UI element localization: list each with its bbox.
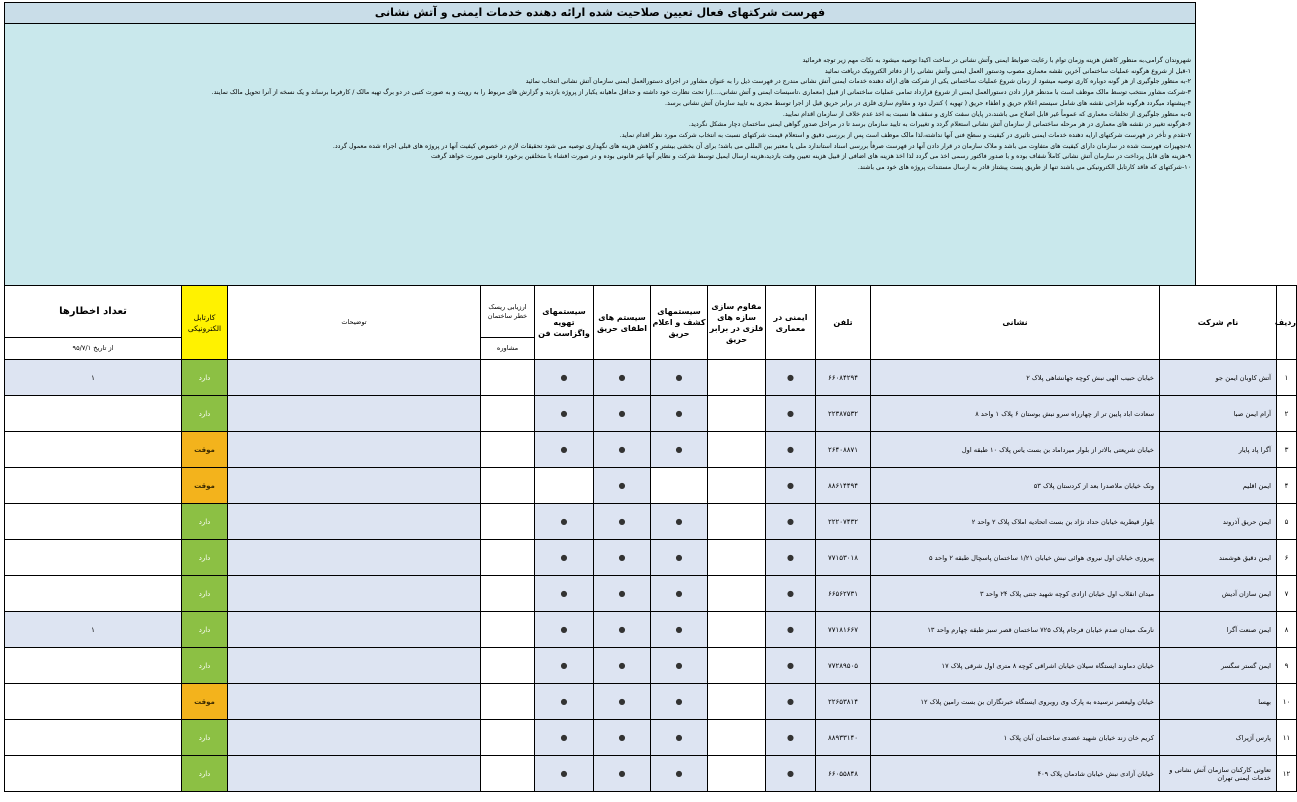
row-number: ۱ bbox=[1277, 360, 1297, 396]
service-steel-fireproof-cell bbox=[708, 396, 766, 432]
company-address: خیابان دماوند ایستگاه سیلان خیابان اشراقی کوچه ۸ متری اول شرقی پلاک ۱۷ bbox=[871, 648, 1160, 684]
header-suppression: سیستم های اطفای حریق bbox=[594, 286, 651, 360]
service-ventilation-cell bbox=[535, 468, 594, 504]
company-name: ایمن دقیق هوشمند bbox=[1160, 540, 1277, 576]
cartable-status: دارد bbox=[182, 396, 228, 432]
company-address: میدان انقلاب اول خیابان ازادی کوچه شهید جنتی پلاک ۲۴ واحد ۳ bbox=[871, 576, 1160, 612]
row-number: ۹ bbox=[1277, 648, 1297, 684]
warnings-count bbox=[5, 504, 182, 540]
service-detection-cell: ● bbox=[651, 504, 708, 540]
row-number: ۲ bbox=[1277, 396, 1297, 432]
service-detection-cell: ● bbox=[651, 720, 708, 756]
service-suppression-cell: ● bbox=[594, 684, 651, 720]
row-number: ۵ bbox=[1277, 504, 1297, 540]
row-number: ۱۲ bbox=[1277, 756, 1297, 792]
service-ventilation-cell: ● bbox=[535, 396, 594, 432]
service-ventilation-cell: ● bbox=[535, 432, 594, 468]
service-risk-eval-cell bbox=[481, 756, 535, 792]
company-address: خیابان ولیعصر نرسیده به پارک وی روبروی ایستگاه خبرنگاران بن بست رامین پلاک ۱۲ bbox=[871, 684, 1160, 720]
service-safety-arch-cell: ● bbox=[766, 468, 816, 504]
service-detection-cell: ● bbox=[651, 684, 708, 720]
note-4: ۴-پیشنهاد میگردد هرگونه طراحی نقشه های شامل سیستم اعلام حریق و اطفاء حریق ( تهویه ) کنترل دود و مقاوم سازی فلزی در برابر حریق قبل از اجرا توسط مجری به تایید سازمان آتش نشانی برسد. bbox=[665, 99, 1191, 107]
service-safety-arch-cell: ● bbox=[766, 432, 816, 468]
row-number: ۱۱ bbox=[1277, 720, 1297, 756]
service-steel-fireproof-cell bbox=[708, 648, 766, 684]
row-number: ۷ bbox=[1277, 576, 1297, 612]
row-number: ۸ bbox=[1277, 612, 1297, 648]
service-risk-eval-cell bbox=[481, 648, 535, 684]
service-ventilation-cell: ● bbox=[535, 684, 594, 720]
cartable-status: دارد bbox=[182, 612, 228, 648]
note-10: ۱۰-شرکتهای که فاقد کارتابل الکترونیکی می باشند تنها از طریق پست پیشتاز قادر به ارسال مستندات پروژه های خود می باشند. bbox=[857, 164, 1191, 172]
companies-table bbox=[4, 285, 1297, 792]
company-phone: ۲۲۶۵۳۸۱۴ bbox=[816, 684, 871, 720]
header-phone: تلفن bbox=[816, 286, 871, 360]
company-name: آرام ایمن صبا bbox=[1160, 396, 1277, 432]
service-safety-arch-cell: ● bbox=[766, 396, 816, 432]
company-address: بلوار قیطریه خیابان حداد نژاد بن بست اتحادیه املاک پلاک ۲ واحد ۲ bbox=[871, 504, 1160, 540]
company-name: آگرا پاد پایار bbox=[1160, 432, 1277, 468]
description-cell bbox=[228, 504, 481, 540]
header-idx: ردیف bbox=[1277, 286, 1297, 360]
table-row bbox=[5, 684, 1297, 720]
warnings-count bbox=[5, 576, 182, 612]
note-1: ۱-قبل از شروع هرگونه عملیات ساختمانی آخرین نقشه معماری مصوب ودستور العمل ایمنی وآتش نشانی را از دفاتر الکترونیک دریافت نمائید bbox=[824, 67, 1191, 75]
cartable-status: دارد bbox=[182, 648, 228, 684]
table-row bbox=[5, 504, 1297, 540]
company-name: ایمن اقلیم bbox=[1160, 468, 1277, 504]
header-desc: توضیحات bbox=[228, 286, 481, 360]
service-detection-cell: ● bbox=[651, 540, 708, 576]
company-name: ایمن صنعت آگرا bbox=[1160, 612, 1277, 648]
service-ventilation-cell: ● bbox=[535, 576, 594, 612]
table-body bbox=[5, 360, 1297, 792]
company-phone: ۸۸۹۳۳۱۴۰ bbox=[816, 720, 871, 756]
table-row bbox=[5, 648, 1297, 684]
service-risk-eval-cell bbox=[481, 540, 535, 576]
table-row bbox=[5, 720, 1297, 756]
service-ventilation-cell: ● bbox=[535, 612, 594, 648]
service-safety-arch-cell: ● bbox=[766, 504, 816, 540]
table-row bbox=[5, 468, 1297, 504]
warnings-count bbox=[5, 432, 182, 468]
sheet-title: فهرست شرکتهای فعال تعیین صلاحیت شده ارائه دهنده خدمات ایمنی و آتش نشانی bbox=[4, 2, 1196, 23]
service-suppression-cell: ● bbox=[594, 648, 651, 684]
note-9: ۹-هزینه های قابل پرداخت در سازمان آتش نشانی کاملاً شفاف بوده و با صدور فاکتور رسمی اخذ می گردد لذا اخذ هزینه های اضافی از قبیل هزینه تعیین وقت بازدید،هزینه ارسال ایمیل توسط شرکت و نظایر آنها غیر قانونی بوده و در صورت افشاء با متخلفین برخورد قانونی صورت خواهد گرفت bbox=[430, 153, 1191, 161]
spreadsheet bbox=[4, 2, 1296, 798]
note-5: ۵-به منظور جلوگیری از تخلفات معماری که عموماً غیر قابل اصلاح می باشند،در پایان سفت کاری و سقف ها نسبت به اخذ عدم خلاف از سازمان اقدام نمایید. bbox=[782, 110, 1191, 118]
service-steel-fireproof-cell bbox=[708, 540, 766, 576]
service-suppression-cell: ● bbox=[594, 756, 651, 792]
warnings-count bbox=[5, 684, 182, 720]
service-steel-fireproof-cell bbox=[708, 720, 766, 756]
header-warnings: تعداد اخطارها bbox=[5, 286, 182, 338]
service-safety-arch-cell: ● bbox=[766, 576, 816, 612]
service-risk-eval-cell bbox=[481, 684, 535, 720]
company-name: آتش کاوبان ایمن جو bbox=[1160, 360, 1277, 396]
description-cell bbox=[228, 540, 481, 576]
warnings-count bbox=[5, 396, 182, 432]
description-cell bbox=[228, 396, 481, 432]
service-risk-eval-cell bbox=[481, 576, 535, 612]
company-phone: ۶۶۰۸۴۲۹۴ bbox=[816, 360, 871, 396]
cartable-status: دارد bbox=[182, 504, 228, 540]
warnings-count bbox=[5, 720, 182, 756]
company-address: خیابان آزادی نبش خیابان شادمان پلاک ۴۰۹ bbox=[871, 756, 1160, 792]
table-row bbox=[5, 756, 1297, 792]
service-ventilation-cell: ● bbox=[535, 756, 594, 792]
warnings-count bbox=[5, 540, 182, 576]
company-phone: ۲۲۲۰۷۴۳۲ bbox=[816, 504, 871, 540]
cartable-status: موقت bbox=[182, 468, 228, 504]
warnings-count: ۱ bbox=[5, 612, 182, 648]
company-phone: ۷۷۲۸۹۵۰۵ bbox=[816, 648, 871, 684]
company-name: ایمن حریق آذروند bbox=[1160, 504, 1277, 540]
service-suppression-cell: ● bbox=[594, 504, 651, 540]
service-detection-cell: ● bbox=[651, 648, 708, 684]
description-cell bbox=[228, 468, 481, 504]
company-phone: ۶۶۵۶۲۷۳۱ bbox=[816, 576, 871, 612]
company-phone: ۶۶۰۵۵۸۴۸ bbox=[816, 756, 871, 792]
table-row bbox=[5, 540, 1297, 576]
service-suppression-cell: ● bbox=[594, 468, 651, 504]
warnings-count bbox=[5, 468, 182, 504]
service-detection-cell: ● bbox=[651, 396, 708, 432]
company-phone: ۸۸۶۱۴۴۹۴ bbox=[816, 468, 871, 504]
company-name: پارس آژیراک bbox=[1160, 720, 1277, 756]
service-risk-eval-cell bbox=[481, 720, 535, 756]
service-steel-fireproof-cell bbox=[708, 576, 766, 612]
header-detection: سیستمهای کشف و اعلام حریق bbox=[651, 286, 708, 360]
service-detection-cell: ● bbox=[651, 756, 708, 792]
company-address: نارمک میدان صدم خیابان فرجام پلاک ۷۲۵ ساختمان قصر سبز طبقه چهارم واحد ۱۳ bbox=[871, 612, 1160, 648]
service-steel-fireproof-cell bbox=[708, 432, 766, 468]
row-number: ۳ bbox=[1277, 432, 1297, 468]
service-risk-eval-cell bbox=[481, 432, 535, 468]
service-ventilation-cell: ● bbox=[535, 648, 594, 684]
service-steel-fireproof-cell bbox=[708, 504, 766, 540]
service-steel-fireproof-cell bbox=[708, 612, 766, 648]
description-cell bbox=[228, 648, 481, 684]
company-name: بهسا bbox=[1160, 684, 1277, 720]
company-name: ایمن سازان آدیش bbox=[1160, 576, 1277, 612]
cartable-status: دارد bbox=[182, 720, 228, 756]
cartable-status: دارد bbox=[182, 360, 228, 396]
header-ventilation: سیستمهای تهویه واگزاست فن bbox=[535, 286, 594, 360]
description-cell bbox=[228, 720, 481, 756]
service-risk-eval-cell bbox=[481, 612, 535, 648]
service-ventilation-cell: ● bbox=[535, 504, 594, 540]
cartable-status: دارد bbox=[182, 540, 228, 576]
service-suppression-cell: ● bbox=[594, 720, 651, 756]
description-cell bbox=[228, 684, 481, 720]
note-intro: شهروندان گرامی،به منظور کاهش هزینه وزمان توام با رعایت ضوابط ایمنی وآتش نشانی در ساخت اکیدا توصیه میشود به نکات مهم زیر توجه فرمائید bbox=[802, 57, 1191, 64]
header-risk-sub: مشاوره bbox=[481, 338, 535, 360]
service-detection-cell: ● bbox=[651, 360, 708, 396]
service-ventilation-cell: ● bbox=[535, 540, 594, 576]
service-risk-eval-cell bbox=[481, 468, 535, 504]
cartable-status: دارد bbox=[182, 756, 228, 792]
description-cell bbox=[228, 360, 481, 396]
service-suppression-cell: ● bbox=[594, 540, 651, 576]
company-address: خیابان حبیب الهی نبش کوچه جهانشاهی پلاک ۲ bbox=[871, 360, 1160, 396]
company-name: ایمن گستر سگسر bbox=[1160, 648, 1277, 684]
service-safety-arch-cell: ● bbox=[766, 756, 816, 792]
company-phone: ۷۷۱۵۳۰۱۸ bbox=[816, 540, 871, 576]
service-detection-cell bbox=[651, 468, 708, 504]
service-suppression-cell: ● bbox=[594, 396, 651, 432]
header-name: نام شرکت bbox=[1160, 286, 1277, 360]
description-cell bbox=[228, 612, 481, 648]
service-risk-eval-cell bbox=[481, 396, 535, 432]
service-detection-cell: ● bbox=[651, 432, 708, 468]
service-safety-arch-cell: ● bbox=[766, 720, 816, 756]
header-cartable: کارتابل الکترونیکی bbox=[182, 286, 228, 360]
table-row bbox=[5, 432, 1297, 468]
note-2: ۲-به منظور جلوگیری از هر گونه دوباره کاری توصیه میشود از زمان شروع عملیات ساختمانی یکی از شرکت های ارائه دهنده خدمات ایمنی آتش نشانی مندرج در فهرست ذیل را به عنوان مشاور در اجرای دستورالعمل ایمنی سازمان آتش نشانی انتخاب نمائید bbox=[525, 78, 1191, 86]
service-steel-fireproof-cell bbox=[708, 360, 766, 396]
note-3: ۳-شرکت مشاور منتخب توسط مالک موظف است با مدنظر قرار دادن دستورالعمل ایمنی از شروع قرارداد تمامی عملیات ساختمانی از قبیل (معماری ،تاسیسات ایمنی و آتش نشانی،...)را تحت نظارت خود داشته و حداقل ماهیانه یکبار از پروژه بازدید و گزارش های مربوط را به رویت و به صورت کتبی در دو برگ تهیه مالک / کارفرما برساند و یک نسخه از آنرا تحویل مالک نمایند. bbox=[211, 89, 1191, 97]
row-number: ۴ bbox=[1277, 468, 1297, 504]
header-risk-eval: ارزیابی ریسک خطر ساختمان bbox=[481, 286, 535, 338]
service-safety-arch-cell: ● bbox=[766, 612, 816, 648]
service-suppression-cell: ● bbox=[594, 612, 651, 648]
note-6: ۶-هرگونه تغییر در نقشه های معماری در هر مرحله ساختمانی از سازمان آتش نشانی استعلام گردد و تغییرات به تایید سازمان برسد تا در مراحل صدور گواهی ایمنی ساختمان دچار مشکل نگردید. bbox=[688, 121, 1191, 129]
table-row bbox=[5, 576, 1297, 612]
service-risk-eval-cell bbox=[481, 504, 535, 540]
note-8: ۸-تجهیزات فهرست شده در سازمان دارای کیفیت های متفاوت می باشد و ملاک سازمان در قرار دادن آنها در فهرست صرفاً بررسی اسناد استاندارد ملی یا معتبر بین المللی می باشد؛ برای آن بخشی بیشتر و کاهش هزینه های نگهداری توصیه می شود تحقیقات لازم در خصوص کیفیت آنها در پروژه های قبلی اجراء شده معمول گردد. bbox=[332, 142, 1191, 150]
company-phone: ۷۷۱۸۱۶۶۷ bbox=[816, 612, 871, 648]
service-detection-cell: ● bbox=[651, 612, 708, 648]
service-safety-arch-cell: ● bbox=[766, 684, 816, 720]
company-address: ونک خیابان ملاصدرا بعد از کردستان پلاک ۵۳ bbox=[871, 468, 1160, 504]
service-suppression-cell: ● bbox=[594, 576, 651, 612]
table-row bbox=[5, 396, 1297, 432]
company-phone: ۲۲۳۸۷۵۳۲ bbox=[816, 396, 871, 432]
service-ventilation-cell: ● bbox=[535, 360, 594, 396]
company-address: پیروزی خیابان اول نیروی هوائی نبش خیابان ۱/۲۱ ساختمان پاسچال طبقه ۲ واحد ۵ bbox=[871, 540, 1160, 576]
service-safety-arch-cell: ● bbox=[766, 648, 816, 684]
service-suppression-cell: ● bbox=[594, 432, 651, 468]
description-cell bbox=[228, 756, 481, 792]
warnings-count bbox=[5, 756, 182, 792]
header-address: نشانی bbox=[871, 286, 1160, 360]
company-phone: ۲۶۴۰۸۸۷۱ bbox=[816, 432, 871, 468]
warnings-count bbox=[5, 648, 182, 684]
row-number: ۱۰ bbox=[1277, 684, 1297, 720]
service-steel-fireproof-cell bbox=[708, 468, 766, 504]
header-safety-arch: ایمنی در معماری bbox=[766, 286, 816, 360]
service-safety-arch-cell: ● bbox=[766, 360, 816, 396]
service-detection-cell: ● bbox=[651, 576, 708, 612]
table-row bbox=[5, 612, 1297, 648]
row-number: ۶ bbox=[1277, 540, 1297, 576]
cartable-status: موقت bbox=[182, 432, 228, 468]
service-safety-arch-cell: ● bbox=[766, 540, 816, 576]
service-steel-fireproof-cell bbox=[708, 684, 766, 720]
company-name: تعاونی کارکنان سازمان آتش نشانی و خدمات ایمنی تهران bbox=[1160, 756, 1277, 792]
cartable-status: موقت bbox=[182, 684, 228, 720]
warnings-count: ۱ bbox=[5, 360, 182, 396]
company-address: خیابان شریعتی بالاتر از بلوار میرداماد بن بست یاس پلاک ۱۰ طبقه اول bbox=[871, 432, 1160, 468]
description-cell bbox=[228, 576, 481, 612]
table-row bbox=[5, 360, 1297, 396]
notes-panel bbox=[4, 23, 1196, 285]
service-steel-fireproof-cell bbox=[708, 756, 766, 792]
description-cell bbox=[228, 432, 481, 468]
service-ventilation-cell: ● bbox=[535, 720, 594, 756]
note-7: ۷-تقدم و تأخر در فهرست شرکتهای ارایه دهنده خدمات ایمنی تاثیری در کیفیت و سطح فنی آنها نداشته،لذا مالک موظف است پس از بررسی دقیق و استعلام قیمت شرکتهای نسبت به انتخاب شرکت مورد نظر اقدام نماید. bbox=[619, 131, 1191, 139]
company-address: کریم خان زند خیابان شهید عضدی ساختمان آبان پلاک ۱ bbox=[871, 720, 1160, 756]
header-steel-fireproof: مقاوم سازی سازه های فلزی در برابر حریق bbox=[708, 286, 766, 360]
service-suppression-cell: ● bbox=[594, 360, 651, 396]
header-warnings-sub: از تاریخ ۹۵/۷/۱ bbox=[5, 338, 182, 360]
cartable-status: دارد bbox=[182, 576, 228, 612]
service-risk-eval-cell bbox=[481, 360, 535, 396]
company-address: سعادت اباد پایین تر از چهارراه سرو نبش بوستان ۶ پلاک ۱ واحد ۸ bbox=[871, 396, 1160, 432]
